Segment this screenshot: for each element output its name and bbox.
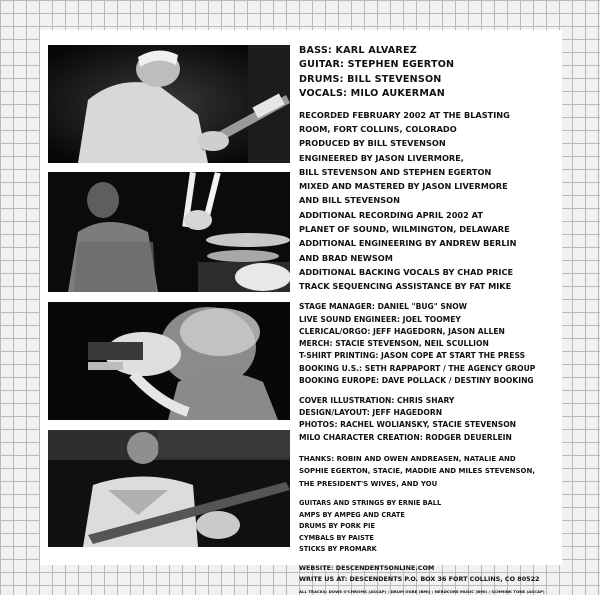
- gear-line: STICKS BY PROMARK: [299, 545, 377, 554]
- recording-line: AND BILL STEVENSON: [299, 195, 400, 206]
- recording-line: PLANET OF SOUND, WILMINGTON, DELAWARE: [299, 224, 510, 234]
- art-line: COVER ILLUSTRATION: CHRIS SHARY: [299, 395, 455, 405]
- photo-bassist-image: [48, 45, 290, 163]
- recording-line: ENGINEERED BY JASON LIVERMORE,: [299, 152, 464, 163]
- crew-line: LIVE SOUND ENGINEER: JOEL TOOMEY: [299, 314, 461, 324]
- crew-line: BOOKING U.S.: SETH RAPPAPORT / THE AGENCY GROUP: [299, 363, 536, 373]
- photo-drummer: [48, 172, 290, 292]
- recording-line: RECORDED FEBRUARY 2002 AT THE BLASTING: [299, 109, 510, 120]
- recording-line: TRACK SEQUENCING ASSISTANCE BY FAT MIKE: [299, 281, 512, 292]
- thanks-line: THANKS: ROBIN AND OWEN ANDREASEN, NATALIE AND: [299, 454, 516, 463]
- recording-line: ROOM, FORT COLLINS, COLORADO: [299, 123, 457, 134]
- recording-line: BILL STEVENSON AND STEPHEN EGERTON: [299, 166, 492, 177]
- photo-bassist: [48, 45, 290, 163]
- lineup-vocals: VOCALS: MILO AUKERMAN: [299, 88, 445, 100]
- contact-info: [299, 563, 561, 584]
- thanks-line: THE PRESIDENT'S WIVES, AND YOU: [299, 479, 438, 488]
- art-line: DESIGN/LAYOUT: JEFF HAGEDORN: [299, 408, 443, 418]
- gear-line: AMPS BY AMPEG AND CRATE: [299, 510, 405, 519]
- gear-credits: [299, 498, 561, 556]
- recording-line: ADDITIONAL BACKING VOCALS BY CHAD PRICE: [299, 266, 514, 277]
- crew-line: BOOKING EUROPE: DAVE POLLACK / DESTINY BOOKING: [299, 375, 534, 385]
- recording-line: MIXED AND MASTERED BY JASON LIVERMORE: [299, 181, 508, 192]
- crew-credits: [299, 301, 561, 386]
- recording-line: ADDITIONAL RECORDING APRIL 2002 AT: [299, 209, 483, 220]
- art-line: PHOTOS: RACHEL WOLIANSKY, STACIE STEVENSON: [299, 420, 517, 430]
- recording-credits: [299, 108, 561, 294]
- photo-singer: [48, 302, 290, 420]
- lineup-drums: DRUMS: BILL STEVENSON: [299, 73, 442, 85]
- art-credits: [299, 395, 561, 444]
- band-lineup: [299, 44, 561, 102]
- photo-singer-image: [48, 302, 290, 420]
- crew-line: STAGE MANAGER: DANIEL "BUG" SNOW: [299, 302, 468, 312]
- crew-line: T-SHIRT PRINTING: JASON COPE AT START THE PRESS: [299, 351, 526, 361]
- art-line: MILO CHARACTER CREATION: RODGER DEUERLEIN: [299, 432, 512, 442]
- website-line: WEBSITE: DESCENDENTSONLINE.COM: [299, 563, 435, 572]
- crew-line: MERCH: STACIE STEVENSON, NEIL SCULLION: [299, 339, 489, 349]
- photo-guitarist: [48, 430, 290, 547]
- gear-line: GUITARS AND STRINGS BY ERNIE BALL: [299, 498, 442, 507]
- thanks: [299, 453, 561, 490]
- publishing-legal: ALL TRACKS: DOWE O'CHROMS (ASCAP) / DRUM OGRE (BMI) / NERDCORE MUSIC (BMI) / SCHMINK TONE (ASCAP): [299, 589, 545, 595]
- recording-line: PRODUCED BY BILL STEVENSON: [299, 138, 446, 149]
- recording-line: ADDITIONAL ENGINEERING BY ANDREW BERLIN: [299, 238, 517, 249]
- thanks-line: SOPHIE EGERTON, STACIE, MADDIE AND MILES STEVENSON,: [299, 467, 535, 476]
- photo-drummer-image: [48, 172, 290, 292]
- address-line: WRITE US AT: DESCENDENTS P.O. BOX 36 FORT COLLINS, CO 80522: [299, 574, 540, 583]
- lineup-guitar: GUITAR: STEPHEN EGERTON: [299, 59, 455, 71]
- lineup-bass: BASS: KARL ALVAREZ: [299, 45, 417, 56]
- photo-guitarist-image: [48, 430, 290, 547]
- gear-line: DRUMS BY PORK PIE: [299, 522, 375, 531]
- crew-line: CLERICAL/ORGO: JEFF HAGEDORN, JASON ALLEN: [299, 326, 505, 336]
- recording-line: AND BRAD NEWSOM: [299, 252, 393, 263]
- credits: [299, 44, 561, 595]
- gear-line: CYMBALS BY PAISTE: [299, 533, 374, 542]
